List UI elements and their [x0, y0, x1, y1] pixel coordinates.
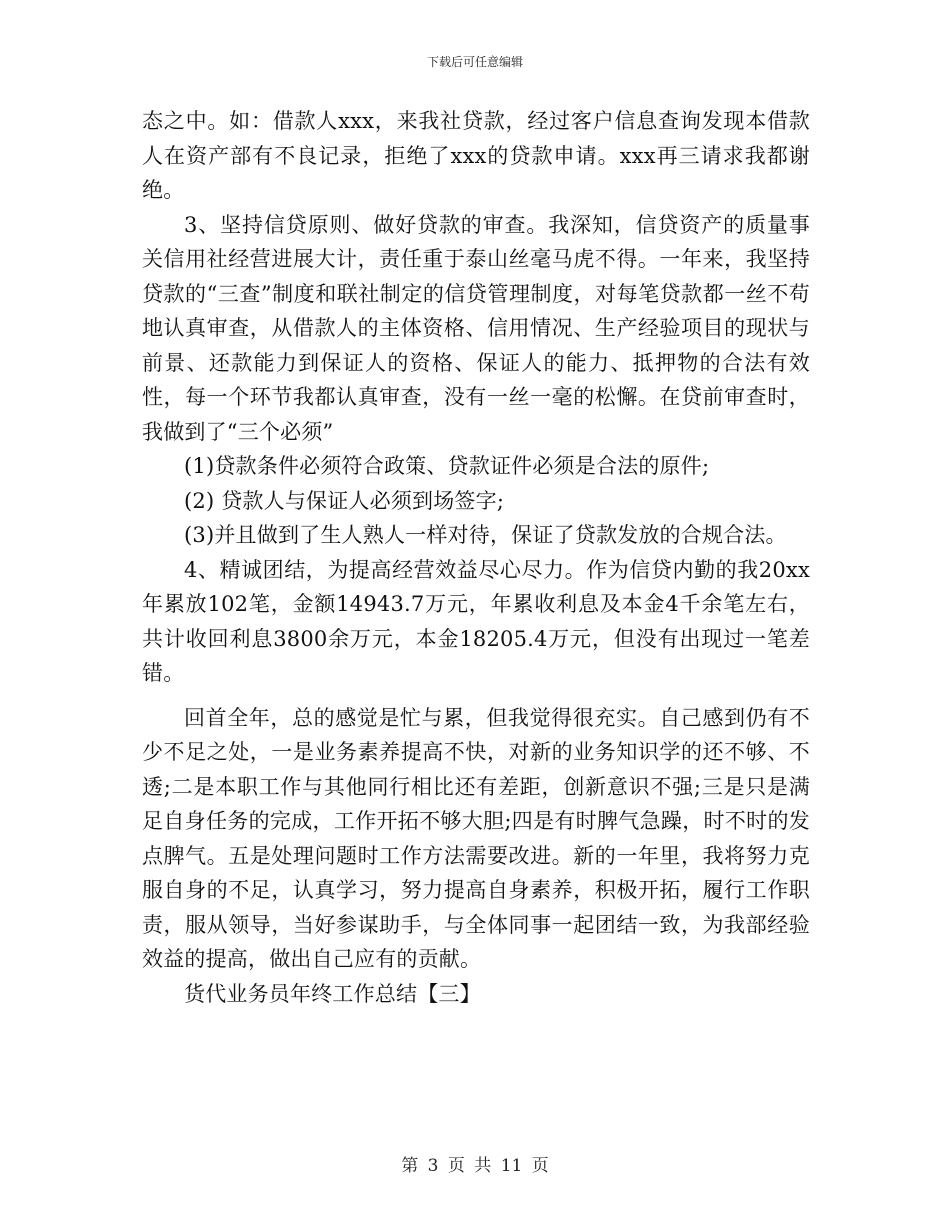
document-body [142, 104, 810, 1011]
paragraph-continuation: 态之中。如：借款人xxx，来我社贷款，经过客户信息查询发现本借款人在资产部有不良记录，拒绝了xxx的贷款申请。xxx再三请求我都谢绝。 [142, 109, 810, 202]
paragraph-review: 回首全年，总的感觉是忙与累，但我觉得很充实。自己感到仍有不少不足之处，一是业务素养提高不快，对新的业务知识学的还不够、不透;二是本职工作与其他同行相比还有差距，创新意识不强;三是只是满足自身任务的完成，工作开拓不够大胆;四是有时脾气急躁，时不时的发点脾气。五是处理问题时工作方法需要改进。新的一年里，我将努力克服自身的不足，认真学习，努力提高自身素养，积极开拓，履行工作职责，服从领导，当好参谋助手，与全体同事一起团结一致，为我部经验效益的提高，做出自己应有的贡献。 [142, 705, 810, 971]
list-item-3: (3)并且做到了生人熟人一样对待，保证了贷款发放的合规合法。 [184, 523, 787, 547]
paragraph-point-4: 4、精诚团结，为提高经营效益尽心尽力。作为信贷内勤的我20xx年累放102笔，金额14943.7万元，年累收利息及本金4千余笔左右，共计收回利息3800余万元，本金18205.4万元，但没有出现过一笔差错。 [142, 557, 810, 685]
section-heading: 货代业务员年终工作总结【三】 [184, 981, 481, 1006]
paragraph-point-3: 3、坚持信贷原则、做好贷款的审查。我深知，信贷资产的质量事关信用社经营进展大计，责任重于泰山丝毫马虎不得。一年来，我坚持贷款的“三查”制度和联社制定的信贷管理制度，对每笔贷款都一丝不苟地认真审查，从借款人的主体资格、信用情况、生产经验项目的现状与前景、还款能力到保证人的资格、保证人的能力、抵押物的合法有效性，每一个环节我都认真审查，没有一丝一毫的松懈。在贷前审查时，我做到了“三个必须” [142, 212, 810, 444]
page-header: 下载后可任意编辑 [426, 55, 523, 69]
page-footer: 第 3 页 共 11 页 [401, 1156, 549, 1176]
list-item-1: (1)贷款条件必须符合政策、贷款证件必须是合法的原件; [184, 454, 710, 478]
list-item-2: (2) 贷款人与保证人必须到场签字; [184, 488, 505, 513]
